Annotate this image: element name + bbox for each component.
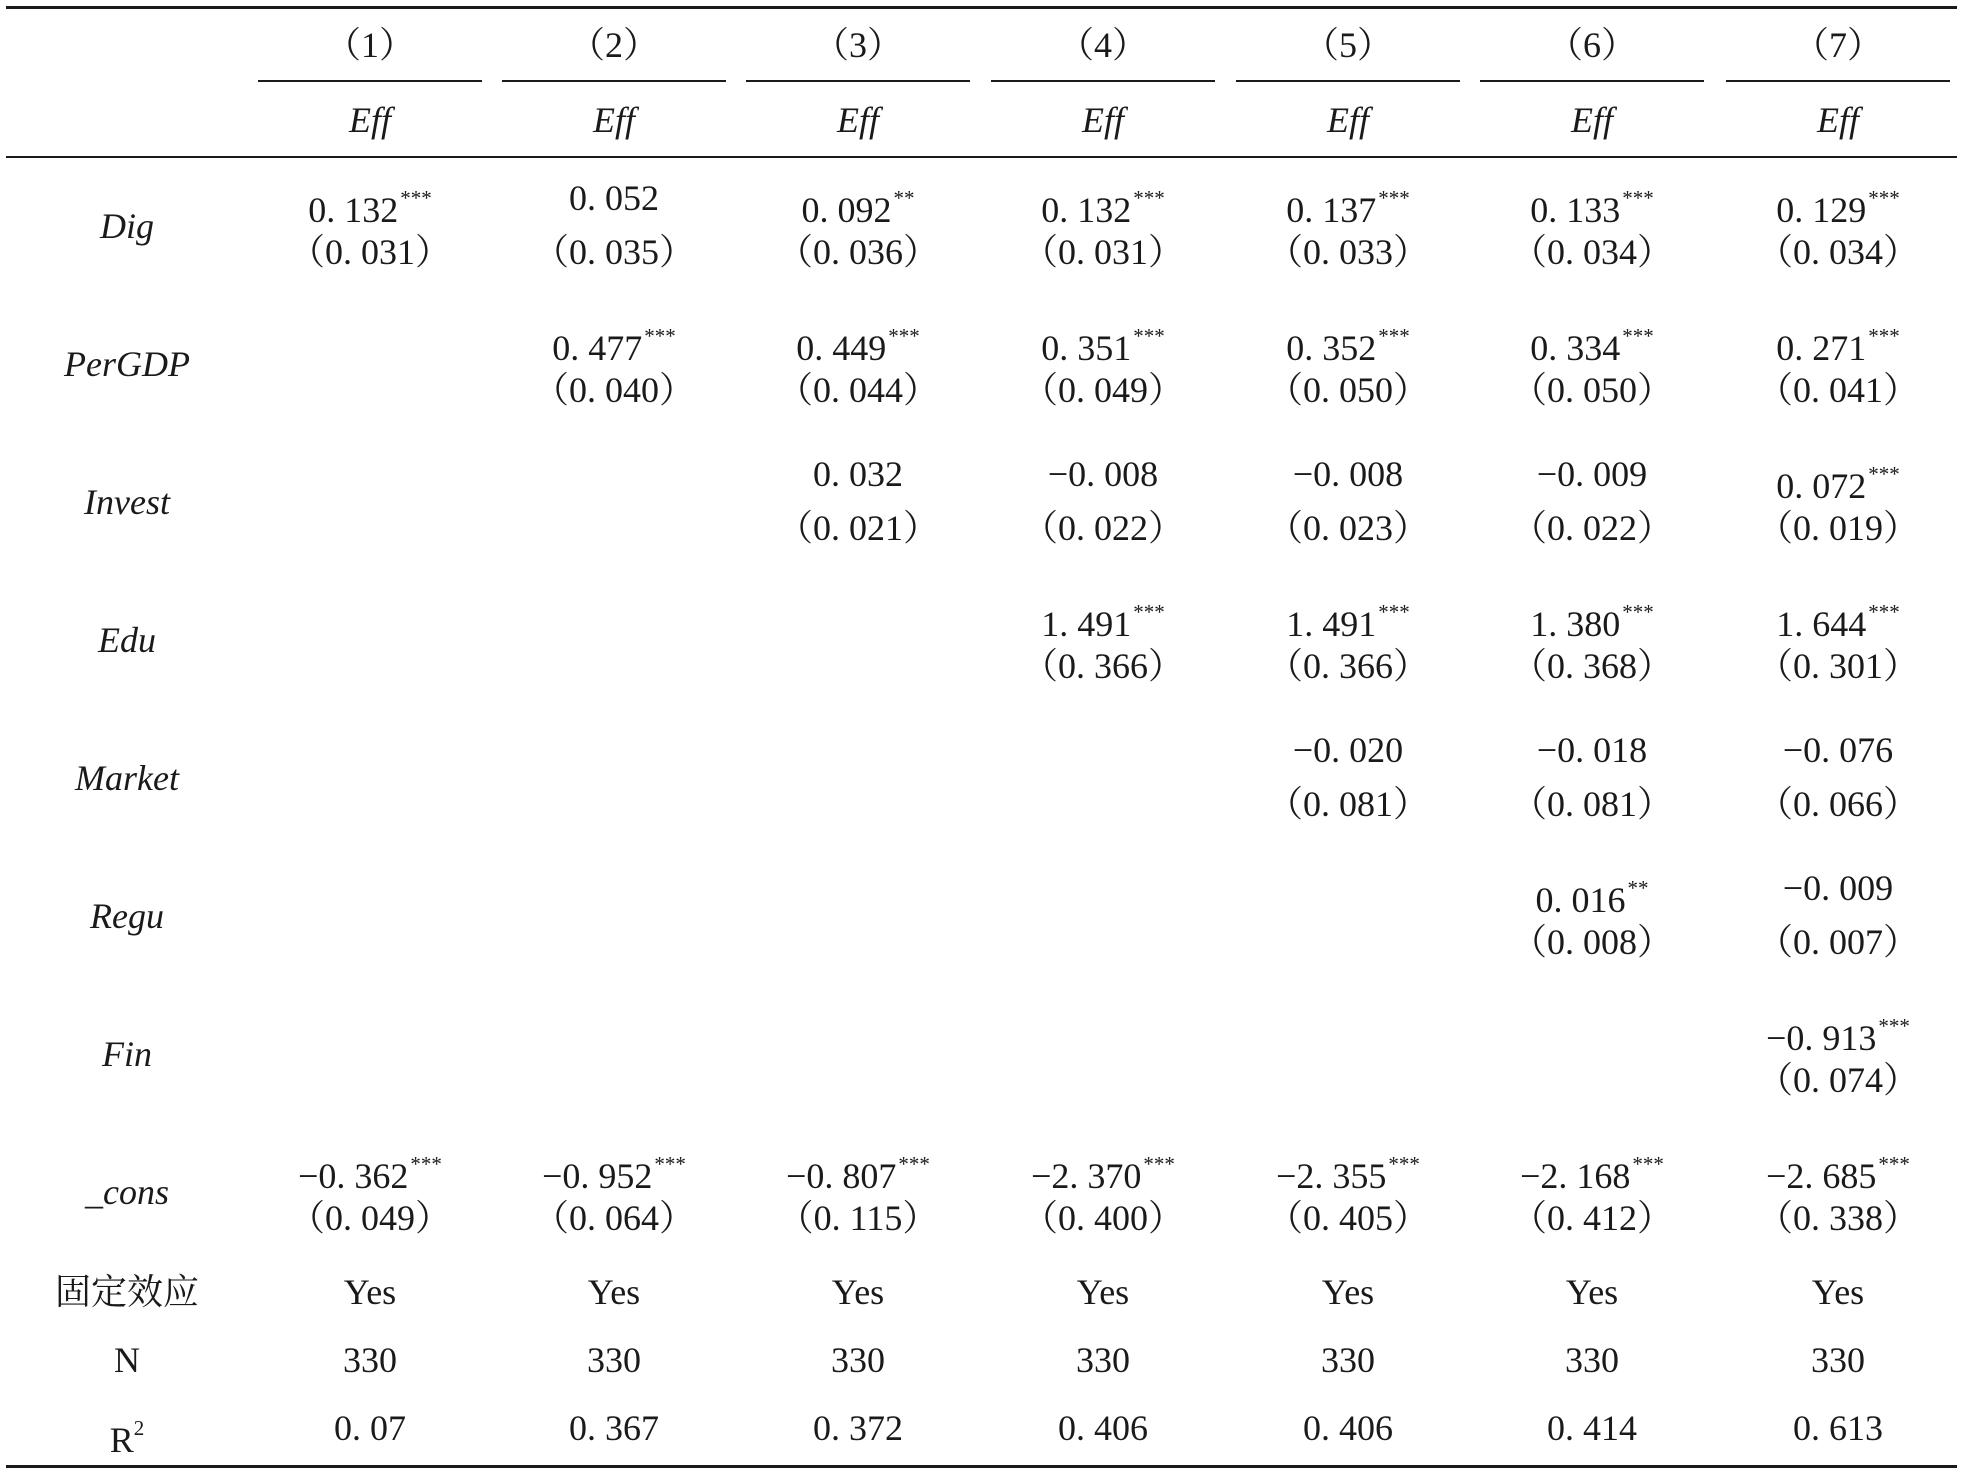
standard-error-cell: （0. 035） bbox=[532, 232, 695, 272]
dependent-variable-label: Eff bbox=[1082, 100, 1124, 140]
coefficient-value: 1. 491 bbox=[1286, 604, 1377, 644]
standard-error-cell: （0. 008） bbox=[1510, 922, 1673, 962]
coefficient-cell bbox=[728, 1134, 988, 1194]
footer-row-label bbox=[17, 1262, 237, 1322]
footer-value-cell: Yes bbox=[1321, 1272, 1375, 1312]
coefficient-cell bbox=[484, 168, 744, 228]
significance-stars: *** bbox=[1133, 186, 1165, 210]
column-header-rule bbox=[1726, 80, 1950, 82]
coefficient-value: −0. 009 bbox=[1782, 868, 1894, 908]
coefficient-value: 0. 137 bbox=[1286, 190, 1377, 230]
coefficient-value: −2. 370 bbox=[1031, 1156, 1142, 1196]
standard-error-cell: （0. 066） bbox=[1756, 784, 1919, 824]
significance-stars: *** bbox=[1378, 186, 1410, 210]
standard-error-cell: （0. 034） bbox=[1510, 232, 1673, 272]
footer-value-cell: 0. 406 bbox=[1058, 1408, 1148, 1448]
standard-error-cell: （0. 366） bbox=[1021, 646, 1184, 686]
footer-value-cell: Yes bbox=[1076, 1272, 1130, 1312]
coefficient-value: −0. 807 bbox=[786, 1156, 897, 1196]
coefficient-value: −2. 355 bbox=[1276, 1156, 1387, 1196]
coefficient-cell bbox=[1218, 168, 1478, 228]
footer-row-label bbox=[17, 1398, 237, 1458]
superscript: 2 bbox=[133, 1416, 145, 1440]
column-number: （6） bbox=[1546, 25, 1637, 65]
significance-stars: *** bbox=[1622, 600, 1654, 624]
significance-stars: *** bbox=[1632, 1152, 1664, 1176]
footer-label-text: 固定效应 bbox=[54, 1272, 199, 1312]
standard-error-cell: （0. 036） bbox=[776, 232, 939, 272]
coefficient-value: 0. 032 bbox=[813, 454, 903, 494]
dependent-variable-label: Eff bbox=[1571, 100, 1613, 140]
footer-value-cell: 0. 406 bbox=[1303, 1408, 1393, 1448]
standard-error-cell: （0. 019） bbox=[1756, 508, 1919, 548]
coefficient-cell bbox=[1218, 306, 1478, 366]
coefficient-cell bbox=[1708, 858, 1963, 918]
standard-error-cell: （0. 115） bbox=[777, 1198, 939, 1238]
standard-error-cell: （0. 034） bbox=[1756, 232, 1919, 272]
coefficient-cell bbox=[1218, 720, 1478, 780]
coefficient-cell bbox=[973, 306, 1233, 366]
significance-stars: *** bbox=[898, 1152, 930, 1176]
standard-error-cell: （0. 023） bbox=[1266, 508, 1429, 548]
coefficient-value: 0. 477 bbox=[552, 328, 643, 368]
column-number: （5） bbox=[1302, 25, 1393, 65]
standard-error-cell: （0. 033） bbox=[1266, 232, 1429, 272]
footer-value-cell: Yes bbox=[1565, 1272, 1619, 1312]
footer-value-cell: 330 bbox=[831, 1340, 885, 1380]
significance-stars: ** bbox=[893, 186, 915, 210]
column-number: （3） bbox=[812, 25, 903, 65]
coefficient-value: 0. 092 bbox=[801, 190, 892, 230]
row-label: PerGDP bbox=[64, 344, 190, 384]
standard-error-cell: （0. 366） bbox=[1266, 646, 1429, 686]
significance-stars: *** bbox=[1622, 186, 1654, 210]
coefficient-value: −0. 020 bbox=[1292, 730, 1404, 770]
standard-error-cell: （0. 050） bbox=[1510, 370, 1673, 410]
coefficient-cell bbox=[1462, 306, 1722, 366]
standard-error-cell: （0. 301） bbox=[1756, 646, 1919, 686]
coefficient-cell bbox=[1708, 306, 1963, 366]
coefficient-cell bbox=[728, 168, 988, 228]
footer-value-cell: Yes bbox=[1811, 1272, 1865, 1312]
column-number: （4） bbox=[1057, 25, 1148, 65]
coefficient-cell bbox=[973, 582, 1233, 642]
significance-stars: *** bbox=[1878, 1152, 1910, 1176]
column-header-rule bbox=[502, 80, 726, 82]
standard-error-cell: （0. 405） bbox=[1266, 1198, 1429, 1238]
standard-error-cell: （0. 007） bbox=[1756, 922, 1919, 962]
footer-value-cell: 330 bbox=[1321, 1340, 1375, 1380]
significance-stars: *** bbox=[1378, 600, 1410, 624]
footer-value-cell: 330 bbox=[1076, 1340, 1130, 1380]
top-rule bbox=[6, 6, 1957, 9]
coefficient-value: 0. 351 bbox=[1041, 328, 1132, 368]
coefficient-cell bbox=[484, 306, 744, 366]
coefficient-cell bbox=[1462, 168, 1722, 228]
coefficient-value: 0. 271 bbox=[1776, 328, 1867, 368]
footer-value-cell: Yes bbox=[343, 1272, 397, 1312]
significance-stars: *** bbox=[1378, 324, 1410, 348]
coefficient-value: 0. 016 bbox=[1535, 880, 1626, 920]
coefficient-cell bbox=[1462, 444, 1722, 504]
coefficient-value: 0. 449 bbox=[796, 328, 887, 368]
coefficient-value: 0. 133 bbox=[1530, 190, 1621, 230]
coefficient-cell bbox=[1462, 1134, 1722, 1194]
standard-error-cell: （0. 044） bbox=[776, 370, 939, 410]
column-header-rule bbox=[991, 80, 1215, 82]
standard-error-cell: （0. 041） bbox=[1756, 370, 1919, 410]
coefficient-cell bbox=[1708, 168, 1963, 228]
footer-value-cell: 0. 07 bbox=[334, 1408, 406, 1448]
coefficient-value: 1. 491 bbox=[1041, 604, 1132, 644]
standard-error-cell: （0. 081） bbox=[1266, 784, 1429, 824]
row-label: _cons bbox=[85, 1172, 169, 1212]
standard-error-cell: （0. 021） bbox=[776, 508, 939, 548]
coefficient-value: −0. 952 bbox=[542, 1156, 653, 1196]
significance-stars: *** bbox=[1878, 1014, 1910, 1038]
coefficient-cell bbox=[728, 444, 988, 504]
row-label: Dig bbox=[100, 206, 154, 246]
header-rule bbox=[6, 156, 1957, 158]
footer-label-text: R bbox=[109, 1420, 134, 1460]
significance-stars: ** bbox=[1627, 876, 1649, 900]
standard-error-cell: （0. 081） bbox=[1510, 784, 1673, 824]
coefficient-cell bbox=[1708, 996, 1963, 1056]
footer-value-cell: 330 bbox=[343, 1340, 397, 1380]
significance-stars: *** bbox=[1143, 1152, 1175, 1176]
coefficient-value: −0. 076 bbox=[1782, 730, 1894, 770]
dependent-variable-label: Eff bbox=[1327, 100, 1369, 140]
coefficient-value: −0. 362 bbox=[298, 1156, 409, 1196]
column-header-rule bbox=[1236, 80, 1460, 82]
standard-error-cell: （0. 049） bbox=[288, 1198, 451, 1238]
row-label: Regu bbox=[90, 896, 164, 936]
coefficient-cell bbox=[1462, 720, 1722, 780]
coefficient-value: −0. 008 bbox=[1292, 454, 1404, 494]
coefficient-value: −0. 009 bbox=[1536, 454, 1648, 494]
row-label: Market bbox=[75, 758, 179, 798]
significance-stars: *** bbox=[1868, 600, 1900, 624]
footer-label-text: N bbox=[114, 1340, 140, 1380]
footer-row-label bbox=[17, 1330, 237, 1390]
coefficient-value: 0. 334 bbox=[1530, 328, 1621, 368]
dependent-variable-label: Eff bbox=[593, 100, 635, 140]
footer-value-cell: 330 bbox=[1811, 1340, 1865, 1380]
coefficient-value: −2. 168 bbox=[1520, 1156, 1631, 1196]
coefficient-value: 0. 352 bbox=[1286, 328, 1377, 368]
column-number: （7） bbox=[1792, 25, 1883, 65]
footer-value-cell: Yes bbox=[831, 1272, 885, 1312]
coefficient-cell bbox=[1462, 858, 1722, 918]
significance-stars: *** bbox=[1868, 324, 1900, 348]
coefficient-value: 0. 132 bbox=[308, 190, 399, 230]
coefficient-value: −0. 018 bbox=[1536, 730, 1648, 770]
coefficient-value: 1. 380 bbox=[1530, 604, 1621, 644]
coefficient-cell bbox=[973, 444, 1233, 504]
column-number: （1） bbox=[324, 25, 415, 65]
standard-error-cell: （0. 368） bbox=[1510, 646, 1673, 686]
significance-stars: *** bbox=[888, 324, 920, 348]
column-number: （2） bbox=[568, 25, 659, 65]
standard-error-cell: （0. 031） bbox=[1021, 232, 1184, 272]
footer-value-cell: 330 bbox=[587, 1340, 641, 1380]
standard-error-cell: （0. 050） bbox=[1266, 370, 1429, 410]
coefficient-cell bbox=[973, 168, 1233, 228]
column-header-rule bbox=[258, 80, 482, 82]
significance-stars: *** bbox=[1133, 600, 1165, 624]
coefficient-cell bbox=[1708, 720, 1963, 780]
column-header-rule bbox=[1480, 80, 1704, 82]
coefficient-cell bbox=[240, 1134, 500, 1194]
row-label: Fin bbox=[102, 1034, 152, 1074]
significance-stars: *** bbox=[400, 186, 432, 210]
row-label: Invest bbox=[84, 482, 170, 522]
coefficient-value: −0. 913 bbox=[1766, 1018, 1877, 1058]
standard-error-cell: （0. 040） bbox=[532, 370, 695, 410]
coefficient-cell bbox=[1708, 444, 1963, 504]
significance-stars: *** bbox=[1133, 324, 1165, 348]
significance-stars: *** bbox=[1868, 462, 1900, 486]
coefficient-value: 0. 132 bbox=[1041, 190, 1132, 230]
standard-error-cell: （0. 400） bbox=[1021, 1198, 1184, 1238]
coefficient-cell bbox=[1462, 582, 1722, 642]
row-label: Edu bbox=[98, 620, 156, 660]
coefficient-cell bbox=[484, 1134, 744, 1194]
coefficient-value: 1. 644 bbox=[1776, 604, 1867, 644]
coefficient-cell bbox=[1708, 1134, 1963, 1194]
coefficient-value: −2. 685 bbox=[1766, 1156, 1877, 1196]
coefficient-cell bbox=[728, 306, 988, 366]
standard-error-cell: （0. 022） bbox=[1510, 508, 1673, 548]
coefficient-cell bbox=[1218, 582, 1478, 642]
coefficient-cell bbox=[240, 168, 500, 228]
coefficient-value: 0. 129 bbox=[1776, 190, 1867, 230]
column-header-rule bbox=[746, 80, 970, 82]
coefficient-value: 0. 052 bbox=[569, 178, 659, 218]
significance-stars: *** bbox=[1622, 324, 1654, 348]
coefficient-cell bbox=[973, 1134, 1233, 1194]
footer-value-cell: 0. 367 bbox=[569, 1408, 659, 1448]
standard-error-cell: （0. 049） bbox=[1021, 370, 1184, 410]
significance-stars: *** bbox=[1388, 1152, 1420, 1176]
standard-error-cell: （0. 022） bbox=[1021, 508, 1184, 548]
standard-error-cell: （0. 412） bbox=[1510, 1198, 1673, 1238]
bottom-rule bbox=[6, 1465, 1957, 1468]
coefficient-cell bbox=[1218, 444, 1478, 504]
significance-stars: *** bbox=[410, 1152, 442, 1176]
significance-stars: *** bbox=[1868, 186, 1900, 210]
coefficient-value: −0. 008 bbox=[1047, 454, 1159, 494]
coefficient-cell bbox=[1708, 582, 1963, 642]
footer-value-cell: 0. 414 bbox=[1547, 1408, 1637, 1448]
significance-stars: *** bbox=[644, 324, 676, 348]
coefficient-value: 0. 072 bbox=[1776, 466, 1867, 506]
coefficient-cell bbox=[1218, 1134, 1478, 1194]
footer-value-cell: 0. 372 bbox=[813, 1408, 903, 1448]
footer-value-cell: 330 bbox=[1565, 1340, 1619, 1380]
standard-error-cell: （0. 064） bbox=[532, 1198, 695, 1238]
standard-error-cell: （0. 338） bbox=[1756, 1198, 1919, 1238]
significance-stars: *** bbox=[654, 1152, 686, 1176]
footer-value-cell: 0. 613 bbox=[1793, 1408, 1883, 1448]
standard-error-cell: （0. 074） bbox=[1756, 1060, 1919, 1100]
dependent-variable-label: Eff bbox=[837, 100, 879, 140]
standard-error-cell: （0. 031） bbox=[288, 232, 451, 272]
dependent-variable-label: Eff bbox=[349, 100, 391, 140]
footer-value-cell: Yes bbox=[587, 1272, 641, 1312]
dependent-variable-label: Eff bbox=[1817, 100, 1859, 140]
